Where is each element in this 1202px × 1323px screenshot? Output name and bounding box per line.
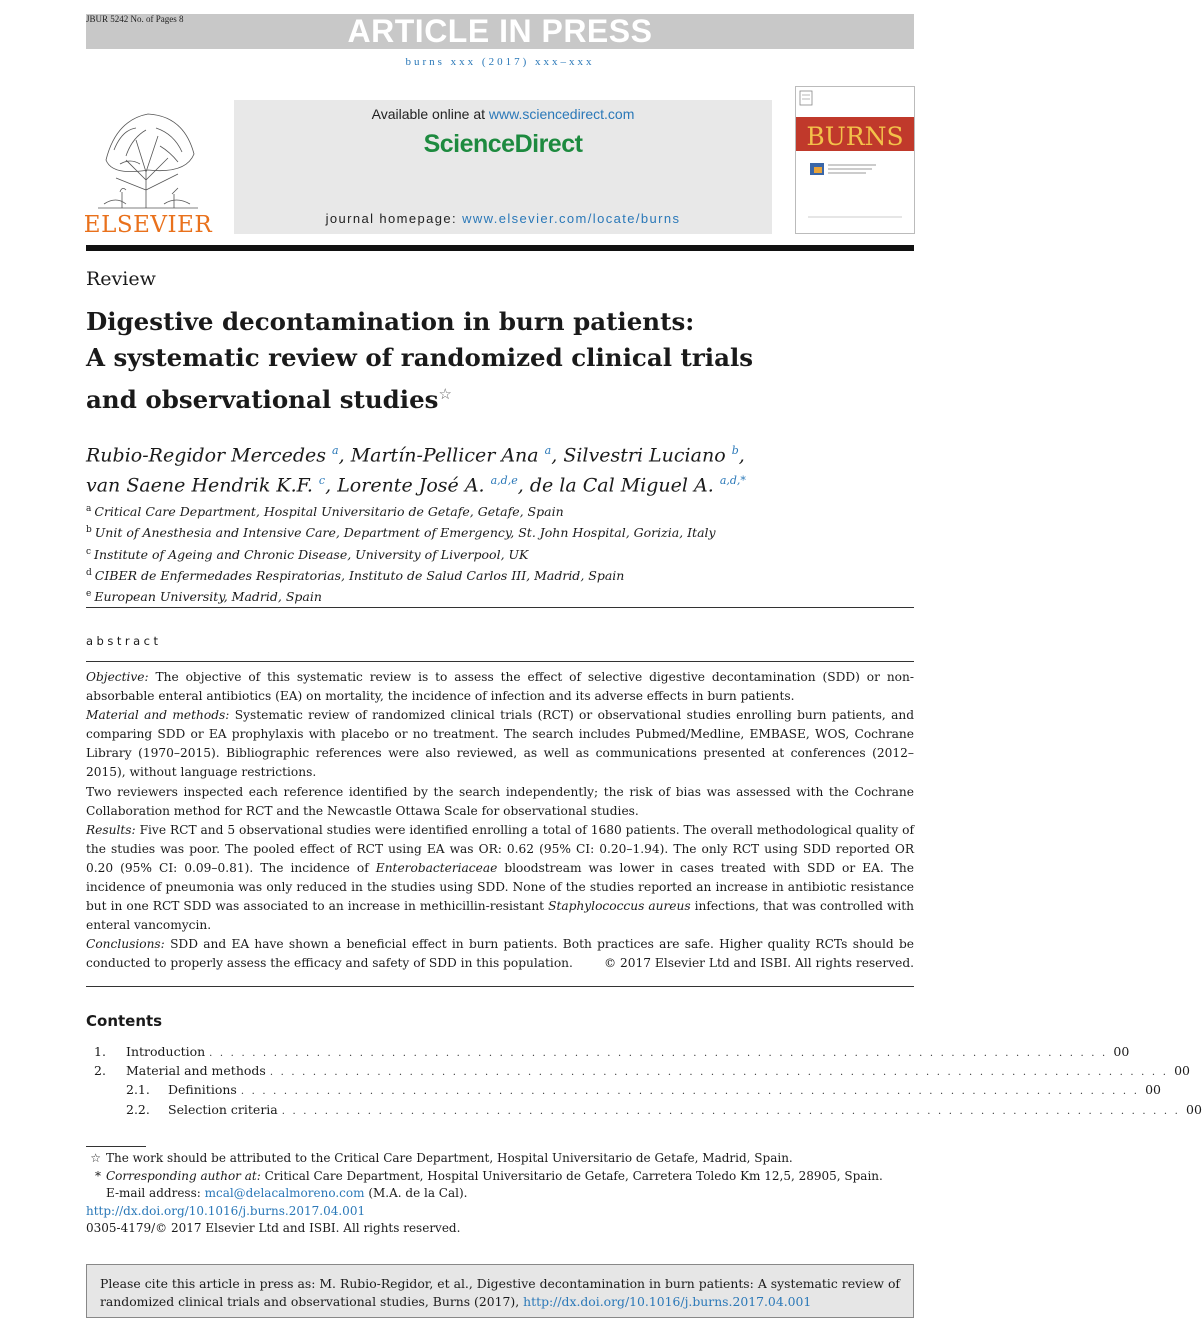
citation-doi-link[interactable]: http://dx.doi.org/10.1016/j.burns.2017.04.001 <box>523 1294 812 1309</box>
available-prefix: Available online at <box>371 106 489 122</box>
toc-label: Introduction <box>126 1044 206 1059</box>
affiliation-item <box>86 500 914 521</box>
affiliation-list <box>86 500 914 607</box>
title-line-3-text: and observational studies <box>86 385 439 415</box>
divider <box>86 661 914 662</box>
article-type: Review <box>86 268 156 290</box>
header-divider <box>86 245 914 251</box>
affiliation-key: b <box>86 525 92 536</box>
toc-item[interactable] <box>86 1063 1190 1081</box>
title-footnote-star-icon[interactable]: ☆ <box>438 385 452 403</box>
journal-homepage <box>234 211 772 226</box>
abstract-methods-2: Two reviewers inspected each reference identified by the search independently; the risk of bias was assessed with the Cochrane Collaboration method for RCT and the Newcastle Ottawa Scale for observational studies. <box>86 784 914 818</box>
methods-label: Material and methods: <box>86 708 230 723</box>
affiliation-item <box>86 564 914 585</box>
journal-running-head: burns xxx (2017) xxx–xxx <box>405 56 595 68</box>
author-separator: , <box>325 474 338 497</box>
affiliation-item <box>86 585 914 606</box>
results-label: Results: <box>86 822 136 837</box>
available-online <box>234 106 772 122</box>
author-name: Martín-Pellicer Ana <box>350 444 539 467</box>
toc-item[interactable] <box>86 1102 1202 1120</box>
toc-number: 1. <box>94 1044 106 1059</box>
author-list <box>86 438 914 499</box>
toc-leader: . . . . . . . . . . . . . . . . . . . . . . . . . . . . . . . . . . . . . . . . . . . . . . . . . . . . . . . . . . . . . . . . . . . . . . . . . . . . . . . . . . . . <box>240 1086 1140 1097</box>
toc-page: 00 <box>1113 1044 1130 1059</box>
elsevier-wordmark: ELSEVIER <box>83 212 213 238</box>
toc-number: 2.2. <box>126 1102 150 1117</box>
burns-cover-icon <box>796 87 914 233</box>
email-suffix: (M.A. de la Cal). <box>364 1186 468 1200</box>
toc-label: Definitions <box>168 1082 237 1097</box>
affiliation-item <box>86 543 914 564</box>
toc-page: 00 <box>1186 1102 1202 1117</box>
footnote-star-icon: ☆ <box>90 1151 101 1165</box>
affiliation-text: Critical Care Department, Hospital Universitario de Getafe, Getafe, Spain <box>94 504 564 520</box>
article-title <box>86 304 914 418</box>
author-separator: , <box>517 474 530 497</box>
author-affiliation-link[interactable]: a <box>332 444 339 457</box>
author-affiliation-link[interactable]: c <box>318 474 326 488</box>
citation-body: Please cite this article in press as: M. Rubio-Regidor, et al., Digestive decontamination in burn patients: A systematic review of randomized clinical trials and observational studies, Burns (2017), <box>100 1276 900 1309</box>
abstract-methods <box>86 706 914 782</box>
divider <box>86 607 914 608</box>
citation-text <box>100 1275 900 1311</box>
toc-item[interactable] <box>86 1044 1130 1062</box>
footnote-corresponding <box>86 1168 914 1186</box>
journal-homepage-link[interactable]: www.elsevier.com/locate/burns <box>462 211 681 226</box>
author-line-2 <box>86 468 914 498</box>
toc-item[interactable] <box>86 1082 1161 1100</box>
toc-page: 00 <box>1174 1063 1190 1078</box>
author-affiliation-link[interactable]: b <box>731 444 739 457</box>
affiliation-text: Institute of Ageing and Chronic Disease, University of Liverpool, UK <box>94 546 529 562</box>
abstract-results <box>86 821 914 936</box>
conclusions-text: SDD and EA have shown a beneficial effect in burn patients. Both practices are safe. Higher quality RCTs should be conducted to properly assess the efficacy and safety of SDD in this population. <box>86 937 914 971</box>
results-organism: Staphylococcus aureus <box>548 899 691 914</box>
methods-text: Systematic review of randomized clinical trials (RCT) or observational studies enrolling burn patients, and comparing SDD or EA prophylaxis with placebo or no treatment. The search includes Pubmed/Medline, EMBASE, WOS, Cochrane Library (1970–2015). Bibliographic references were also reviewed, as well as communications presented at conferences (2012–2015), without language restrictions. <box>86 708 914 780</box>
contents-heading: Contents <box>86 1012 163 1030</box>
results-text: Five RCT and 5 observational studies were identified enrolling a total of 1680 patients. The overall methodological quality of the studies was poor. The pooled effect of RCT using EA was OR: 0.62 (95% CI: 0.20–1.94). The only RCT using SDD reported OR 0.20 (95% CI: 0.09–0.81). The incidence of <box>86 822 914 875</box>
toc-leader: . . . . . . . . . . . . . . . . . . . . . . . . . . . . . . . . . . . . . . . . . . . . . . . . . . . . . . . . . . . . . . . . . . . . . . . . . . . . . . . . . . . . <box>209 1048 1108 1059</box>
conclusions-label: Conclusions: <box>86 937 165 952</box>
elsevier-tree-icon <box>83 100 213 238</box>
affiliation-key: d <box>86 568 92 579</box>
author-name: Silvestri Luciano <box>563 444 726 467</box>
abstract-copyright: © 2017 Elsevier Ltd and ISBI. All rights reserved. <box>603 956 914 970</box>
elsevier-logo[interactable] <box>83 100 213 238</box>
author-separator: , <box>551 444 564 467</box>
doi-link[interactable]: http://dx.doi.org/10.1016/j.burns.2017.04.001 <box>86 1203 366 1218</box>
toc-page: 00 <box>1145 1082 1161 1097</box>
toc-number: 2.1. <box>126 1082 150 1097</box>
title-line-1: Digestive decontamination in burn patients: <box>86 307 695 336</box>
author-name: Rubio-Regidor Mercedes <box>86 444 326 467</box>
sciencedirect-brand[interactable]: ScienceDirect <box>423 130 583 158</box>
toc-leader: . . . . . . . . . . . . . . . . . . . . . . . . . . . . . . . . . . . . . . . . . . . . . . . . . . . . . . . . . . . . . . . . . . . . . . . . . . . . . . . . . . . . <box>269 1067 1169 1078</box>
affiliation-key: a <box>86 504 92 514</box>
footnote-divider <box>86 1146 146 1147</box>
author-separator: , <box>338 444 351 467</box>
footnotes <box>86 1150 914 1238</box>
author-name: de la Cal Miguel A. <box>529 474 714 497</box>
corresponding-text: Critical Care Department, Hospital Universitario de Getafe, Carretera Toledo Km 12,5, 28905, Spain. <box>260 1168 883 1183</box>
footnote-asterisk: * <box>95 1168 101 1183</box>
results-text: bloodstream was lower in cases treated with SDD or EA. The incidence of pneumonia was only reduced in the studies using SDD. None of the studies reported an increase in antibiotic resistance but in one RCT SDD was associated to an increase in methicillin-resistant <box>86 860 914 914</box>
email-label: E-mail address: <box>106 1186 205 1200</box>
issn-line: 0305-4179/© 2017 Elsevier Ltd and ISBI. All rights reserved. <box>86 1221 461 1235</box>
author-line-1 <box>86 438 914 468</box>
affiliation-item <box>86 521 914 542</box>
toc-number: 2. <box>94 1063 106 1078</box>
abstract-objective <box>86 668 914 706</box>
affiliation-text: CIBER de Enfermedades Respiratorias, Instituto de Salud Carlos III, Madrid, Spain <box>94 568 625 584</box>
abstract-body <box>86 668 914 974</box>
author-name: van Saene Hendrik K.F. <box>86 474 313 497</box>
author-affiliation-link[interactable]: a,d,* <box>719 474 746 488</box>
abstract-heading: abstract <box>86 634 162 648</box>
title-line-3 <box>86 376 914 418</box>
footnote-email <box>86 1185 914 1203</box>
email-link[interactable]: mcal@delacalmoreno.com <box>204 1186 365 1200</box>
toc-leader: . . . . . . . . . . . . . . . . . . . . . . . . . . . . . . . . . . . . . . . . . . . . . . . . . . . . . . . . . . . . . . . . . . . . . . . . . . . . . . . . . . . . <box>281 1106 1180 1117</box>
article-in-press-label: ARTICLE IN PRESS <box>347 13 653 49</box>
affiliation-text: European University, Madrid, Spain <box>94 589 322 605</box>
author-name: Lorente José A. <box>337 474 485 497</box>
results-organism: Enterobacteriaceae <box>375 860 498 875</box>
journal-cover[interactable] <box>795 86 915 234</box>
affiliation-key: c <box>86 546 92 557</box>
results-text: infections, that was controlled with enteral vancomycin. <box>86 899 914 933</box>
affiliation-key: e <box>86 589 92 600</box>
divider <box>86 986 914 987</box>
author-affiliation-link[interactable]: a,d,e <box>490 474 518 488</box>
sciencedirect-link[interactable]: www.sciencedirect.com <box>488 106 635 122</box>
title-line-2: A systematic review of randomized clinical trials <box>86 343 754 372</box>
toc-label: Selection criteria <box>168 1102 278 1117</box>
objective-label: Objective: <box>86 670 149 684</box>
cover-title: BURNS <box>806 122 904 151</box>
footnote-star <box>86 1150 914 1168</box>
objective-text: The objective of this systematic review is to assess the effect of selective digestive decontamination (SDD) or non-absorbable enteral antibiotics (EA) on mortality, the incidence of infection and its adverse effects in burn patients. <box>86 670 914 704</box>
affiliation-text: Unit of Anesthesia and Intensive Care, Department of Emergency, St. John Hospital, Gorizia, Italy <box>94 525 716 541</box>
author-separator: , <box>738 444 745 467</box>
footnote-star-text: The work should be attributed to the Critical Care Department, Hospital Universitario de Getafe, Madrid, Spain. <box>106 1151 793 1165</box>
reference-code: JBUR 5242 No. of Pages 8 <box>86 14 184 24</box>
corresponding-label: Corresponding author at: <box>106 1168 261 1183</box>
homepage-prefix: journal homepage: <box>325 211 463 226</box>
toc-label: Material and methods <box>126 1063 266 1078</box>
author-affiliation-link[interactable]: a <box>544 444 552 457</box>
